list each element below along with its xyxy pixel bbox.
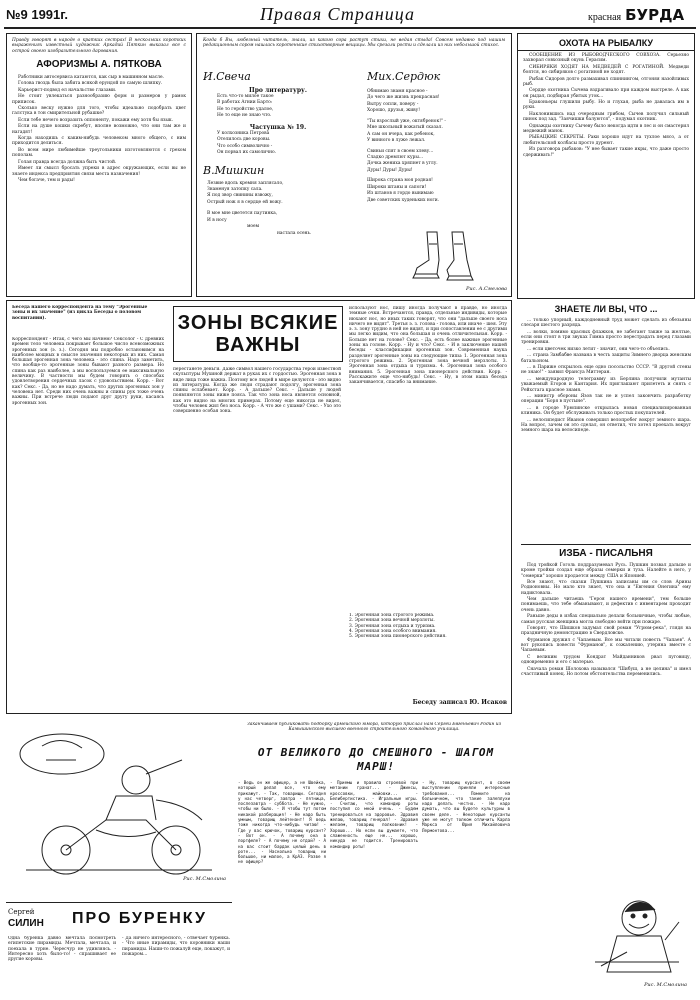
poem-text <box>367 119 507 144</box>
burenka-author-last: СИЛИН <box>8 918 44 929</box>
burenka-column-1: Одна буренка давно мечтала посмотреть египетские пирамиды. Мечтала, мечтала, и поехала в турне. Чересчур не удивляясь. - Интересно хоть было-то! - спрашивает ее другие коровы. <box>8 936 116 963</box>
know-item: ... только упорный, каждодневный труд может сделать из обезьяны слесаря шестого разряда. <box>521 318 691 329</box>
fishing-item: СИБИРЯКИ ХОДЯТ НА МЕДВЕДЕЙ С РОГАТИНОЙ. Медведи боятся, но сибиряков с рогатиной не ходят. <box>523 64 689 76</box>
burenka-rule <box>6 902 232 903</box>
poem-line: Широки штаны и сапоги! <box>367 184 427 190</box>
brand-large: БУРДА <box>625 6 685 24</box>
zones-list-item: 3. Эрогенная зона отдыха и туризма. <box>349 623 436 629</box>
poem-line: Сладко дремлют куры... <box>367 154 424 160</box>
fishing-item: Сердце охотника Сычева вздрагивало при каждом выстреле. А как он рыдал, подбирая убитых уток... <box>523 88 689 99</box>
izba-column <box>517 544 695 996</box>
poem-line: Дочка жениха хряпнет в углу. <box>367 161 438 167</box>
army-title: ОТ ВЕЛИКОГО ДО СМЕШНОГО - ШАГОМ МАРШ! <box>257 746 495 773</box>
poems-box <box>196 33 512 297</box>
poem-line: Лезвие вдоль кремня заплясало, <box>207 180 284 186</box>
poem-line: Острый нож я в сердце ей вожу. <box>207 199 283 205</box>
fishing-item: Однажды охотнику Сычеву было некогда идти в лес и он смастерил медвежий манок. <box>523 123 689 134</box>
poem-line: И в носу <box>207 217 227 223</box>
poems-intro: Когда б Вы, любезный читатель, знали, из какого сора растут стихи, не ведая стыда! Совсем недавно под нашим редакционным сором нашлась коротенькие стихотворные вещицы. Мы срезали рости и сделали из них небольшой стихос. <box>203 38 505 49</box>
fishing-item: Из разговора рыбаков: "У нее бывает такие икры, что даже просто сдерживать!" <box>523 147 689 158</box>
poem-line: Две советских худеньких ноги. <box>367 197 440 203</box>
poem-line: Я под звор свинины взвожу, <box>207 193 273 199</box>
izba-item: Фурманов дружил с Чапаевым. Все мы читали повесть "Чапаев". А вот рукопись повести "Фурманов", к сожалению, утеряна вместе с Чапаевым. <box>521 637 691 654</box>
izba-item: Под тройкой Гоголь поддразумевал Русь. Пушкин позвал дальше и кроме тройки создал еще образы семерки и туза. Налейте в него, у "семерки" хорошо продается между США и Японией. <box>521 563 691 579</box>
zones-signature: Беседу записал Ю. Исаков <box>412 699 507 706</box>
zones-title-box <box>173 306 343 362</box>
cartoon-caption: Рис. М.Смолина <box>183 876 226 882</box>
izba-caption: Рис. М.Смолина <box>644 982 687 988</box>
poem-line: Он порвал их самолично. <box>217 150 277 156</box>
know-column <box>517 302 695 540</box>
aphorisms-intro: Правду говорят в народе о кратких сестрах! В нескольких коротких выражениях известный художник Аркадий Пяткин выказал все с острой своего изобразительного дарования. <box>12 38 186 54</box>
know-item: ... международную телеграмму из Берлина получили мутанты уважаемый Егоров и Кантария. Их приглашают прилететь и снять с Рейхстага красное знамя. <box>521 376 691 393</box>
fishing-item: РЫБАЦКИЕ СЕКРЕТЫ. Раки хорошо идут на тухлое мясо, а от любительской колбасы просто дуреют. <box>523 135 689 146</box>
izba-item: Говорят, что Шишков задумал свой роман "Угрюм-река", глядя на праздничную демонстрацию в Свердловске. <box>521 626 691 637</box>
poem-text <box>367 178 507 203</box>
poem-author: Мих.Сердюк <box>367 70 441 83</box>
poem-line: Вытру сопли, поверу - <box>367 101 419 107</box>
poem-line: Мне школьный вожатый сказал. <box>367 125 443 131</box>
poem-line: Знаменуя затопку сала. <box>207 186 263 192</box>
poem-line: До чего же жизнь прекрасная! <box>367 95 440 101</box>
izba-item: С великим трудом Кондрат Майданников рвал пуговицу, одновременно и его с матерью. <box>521 654 691 666</box>
army-column-1: - Ведь он же офицер, а не Швейка, который делал все, что ему прикажут. - Так, товарищи. Сегодня у нас четверг, завтра - пятница, послезавтра - суббота. - Не нужно, чтобы ни было. - И чтобы тут потом никакой разберация! - Не надо быть умным, товарищ лейтенант! Я ведь тоже никогда что-нибудь читаю! - Где у вас крючок, товарищ курсант? - Вот он. - А почему она в портфеле? - А почему не отдай? - А на вас стоит бардак целый день в роте... - Насколько товарищ ни большое, ни малое, а КрАЗ. Разве я не офицер? <box>238 780 326 865</box>
izba-item: Сначала роман Шолохова назывался "Шибуш, а не целина" и имел счастливый конец. Но потом обстоятельства переменились. <box>521 666 691 677</box>
know-title: ЗНАЕТЕ ЛИ ВЫ, ЧТО ... <box>554 304 658 314</box>
burenka-column-2: - Да ничего интересного, - отвечает буренка. - Что иные пирамиды, что коровники наши пирамиды. Наши-то пожалуй еще, покажут, и пожаром... <box>122 936 230 957</box>
fishing-item: Наклонившись над очередным грибом, Сычев получил сильный пинок под зад. "Заячишки балуются", - подумал охотник. <box>523 111 689 123</box>
poem-text <box>217 131 353 156</box>
poem-line: настала осень. <box>277 230 312 236</box>
aphorism-item: Карьерист-подвод ел начальство глазами. <box>18 87 117 93</box>
motorcycle-cartoon <box>6 720 232 890</box>
section-title: Правая Страница <box>260 4 415 24</box>
know-item: ... если цветочек низко летит - значит, они чего-то объелись. <box>527 346 670 352</box>
brand-small: красная <box>588 12 622 23</box>
poem-line: моем <box>247 224 260 230</box>
army-column-3: - Ну, товарищ курсант, в своем выступлении приняли интересные требования... Помните на больничном, что такие залеплухи надо делать честно. - Не надо думать, что вы будете культурны в своем деле. - Некоторые курсанты уже не могут толком отличить Карла Маркса от Юрия Михайловича Лермонтова... <box>422 780 510 833</box>
know-item: ... в Париже открылось еще одно посольство СССР. "В другой стены не знаю!" - заявил Франсуа Миттеран. <box>521 365 691 376</box>
aphorisms-box <box>6 33 192 297</box>
know-item: ... страна Замбабве названа в честь защиты Зимнего дворца женским батальоном. <box>521 353 691 364</box>
poem-line: Хорошо, друзья, живу! <box>367 108 420 114</box>
aphorism-item: Имеет ли смысл бросать упреки в адрес окружающих, если вы не знаете индекса предприятия связи места назначения! <box>12 166 186 177</box>
burenka-author-first: Сергей <box>8 908 35 916</box>
poem-text <box>207 211 353 236</box>
poem-text <box>367 89 507 114</box>
fishing-text <box>523 53 689 158</box>
aphorism-item: Голая правда всегда должна быть чистой. <box>18 159 117 165</box>
poem-line: А сам он вчера, как ребенок, <box>367 131 435 137</box>
know-item: ... велосипедист Иванов совершил велопробег вокруг земного шара. На вопрос, зачем он это сделал, он ответил, что хотел проехать вокруг земного шара на велосипеде. <box>521 417 691 434</box>
issue-number: №9 1991г. <box>6 7 68 22</box>
poem-line: В работах Агнии Барто: <box>217 100 273 106</box>
poem-line: Что особо символично - <box>217 143 273 149</box>
writer-illustration <box>587 892 687 980</box>
poem-line: Дуры! Дуры! Дуры! <box>367 167 413 173</box>
poem-line: У колхозника Петрова <box>217 130 270 136</box>
izba-text <box>521 563 691 677</box>
izba-item: Все знают, что сказки Пушкина записаны им со слов Арины Родионовны. Но мало кто знает, что она и "Евгения Онегина" ему надиктовала. <box>521 580 691 596</box>
zones-list-item: 5. Эрогенная зона пионерского действия. <box>349 634 447 640</box>
aphorism-item: Не стоит увлекаться разнообразию форм и размеров у рамок приписок. <box>12 94 186 105</box>
aphorism-item: Если тебе нечего возразить оппоненту, покажи ему хотя бы язык. <box>18 117 174 123</box>
poem-title: Про литературу. <box>249 87 307 94</box>
know-item: ... волки, помимо красных флажков, не забегают также за желтые, если они стоят в три звуках Гимна просто перестрадать перед глазами тренировки. <box>521 329 691 346</box>
zones-title: ЗОНЫ ВСЯКИЕ ВАЖНЫ <box>177 312 339 356</box>
fishing-box <box>517 33 695 299</box>
fishing-item: СООБЩЕНИЕ ИЗ РЫБОВОДЧЕСКОГО СОВХОЗА. Серьезно захворал совхозный окунь Герасим. <box>523 53 689 64</box>
izba-title: ИЗБА - ПИСАЛЬНЯ <box>559 548 653 559</box>
masthead-rule <box>4 27 696 29</box>
army-article <box>236 720 512 996</box>
know-item: ... министр обороны Язов так не и успел закончить разработку операции "Боря в пустыне". <box>521 393 691 405</box>
zones-intro: Беседа нашего корреспондента на тему "Эрогенные зоны и их значение" (из цикла Беседы о половом воспитании). <box>12 305 148 321</box>
aphorism-item: Сколько веску нужно для того, чтобы идеально подобрать цвет галстука в тон смирительной рубашке? <box>12 106 186 117</box>
army-column-2: - Приемы и правила строевой при метании гранат... - Джинсы, кроссовки, майовки... - Белибертистика. - Игральные игры. - Считаю, что командир роты поступил со мной очень. - Будем тренироваться на здоровье. Здравия желаю, товарищ генерал! - Здравия желаем, товарищ полковник! - Хорошо... Но если вы думаете, что слаженность еще не... хорошо, никуда не годится. Тренировать командир роты! <box>330 780 418 849</box>
poem-line: Свиньи спят в своем хлеву... <box>367 148 434 154</box>
poem-left-column <box>203 70 353 294</box>
aphorism-item: Во всем мире любимейше треугольники изготовляются с грехом пополам. <box>12 147 186 159</box>
poem-line: Широка страна моя родная! <box>367 178 433 184</box>
zones-column-3: используют нос, пишу иногда получают в правде, но иногда темные очки. Встречаются, правда, отдельные индивиды, которые нюхают нос, но иных таких говорят, что они "дальше своего носа ничего не видят". Третья э. з. голова - голова, или иначе - шея. Эту э. з. зону трудно в ней не видят, и при сопоставлении ее с другими мы легко видим, что она большая и очень отличительная. Корр. - Больше нет на голове? Секс. - Да, есть более важные эрогенные зоны на голове. Корр. - Ну и что? Секс. - И в заключение нашей беседы - классификация эрогенных зон. Современная наука разделяет эрогенные зоны на следующие типы: 1. Эрогенная зона строгого режима. 2. Эрогенная зона вечной мерзлоты. 3. Эрогенная зона отдыха и туризма. 4. Эрогенная зона особого внимания. 5. Эрогенная зона пионерского действия. Корр. - Расскажите еще что-нибудь! Секс. - Ну, в этом наша беседа заканчивается, спасибо за внимание. <box>349 306 507 386</box>
know-text <box>521 318 691 433</box>
illustration-caption: Рис. А.Смелова <box>466 286 507 292</box>
aphorism-item: Работники автосервиса катаются, как сыр в машинном масле. <box>18 74 164 80</box>
poem-line: Из штанов я гордо вынимаю <box>367 191 434 197</box>
zones-list-item: 2. Эрогенная зона вечной мерзлоты. <box>349 618 435 624</box>
cartoon-area <box>6 720 232 900</box>
izba-item: Раньше деды в избах специально делали больничные, чтобы любые, самая русская женщина могла свободно войти при пожаре. <box>521 614 691 625</box>
fishing-item: Браконьеры глушили рыбу. Но и глухая, рыба не давалась им в руки. <box>523 100 689 111</box>
aphorism-item: Если на душе кошки скребут, вполне возможно, что они там же и нагадят! <box>12 124 186 135</box>
army-intro: Заканчиваем публиковать подборку армейского юмора, которую прислал нам Сергей Евгеньевич Родин из Камышинского высшего военного строительного командного училища. <box>247 722 501 733</box>
fishing-title: ОХОТА НА РЫБАЛКУ <box>558 38 654 48</box>
poem-author: И.Свеча <box>203 70 251 83</box>
fishing-item: Рыбак Сидоров долго размахивал спиннингом, отгоняя назойливых рыб. <box>523 76 689 87</box>
zones-column-1: Корреспондент - Итак, с чего мы начнем? Сексолог - С древних времен тело человека покрывает большое число всевозможных эрогенных зон (э. з.). Сегодня мы подробно остановимся на наиболее мощных в смысле значения некоторых из них. Самая большая эрогенная зона человека - это спина. Надо заметить, что вообще-то эрогенные зоны бывают разного размера. Но спина как раз наиболее, а мы воспользуемся ее максимальную величину. В частности мы будем говорить о способах удовлетворения сердечных ласок с удовольствием. Корр. - Вот как? Секс. - Да, но не надо думать, что других эрогенных зон у человека нет. Среди них очень важны и спины рук тоже очень важны. При встрече люди подают друг другу руки, касаясь эрогенных зон. <box>12 337 164 406</box>
poem-text <box>217 94 353 119</box>
poem-line: В мое мне цветется паутинка, <box>207 211 278 217</box>
boots-illustration <box>407 230 487 282</box>
poem-line: "Ты взрослый уже, октябренок!" - <box>367 118 446 124</box>
zones-list-item: 1. Эрогенная зона строгого режима. <box>349 613 435 618</box>
know-item: ... в городе Урюпинске открылась новая специализированная клиника. Он будет обслуживать только простых покупателей. <box>521 405 691 417</box>
aphorisms-list <box>12 75 186 183</box>
aphorism-item: Чем богаче, тем и рады! <box>18 178 75 183</box>
izba-rule <box>521 544 691 545</box>
zones-column-2: перестанете деньги. Даже символ нашего государства герои известной скульптуры Мухиной держат в руках их с гордостью. Эрогенная зона в виде лица тоже важна. Поэтому все людей в мире целуются - это видно из литературы. Когда же люди страдают подолгу, эрогенная зона спины ослабевает. Корр. - А дальше? Секс. - Дальше у людей появляются зоны ниже пояса. Так что зона носа является основной, как это видно на многих примерах. Потому еще никогда не видел, чтобы человек жил без носа. Корр. - А что же с ушами? Секс. - Ухо это совершенно особая зона. <box>173 367 341 415</box>
aphorism-item: Когда находишь с каким-нибудь человеком много общего, с ним приходится делиться. <box>12 136 186 147</box>
burenka-block <box>6 902 232 996</box>
poem-line: Обнимаю знамя красное - <box>367 89 428 94</box>
zones-list <box>349 613 507 673</box>
poem-line: Отелилось две коровы. <box>217 137 271 143</box>
izba-item: Чем дальше читаешь "Героя нашего времени", тем больше понимаешь, что тебе обманывают, и дефектив с инвентарем проходит очень давно. <box>521 597 691 613</box>
poem-line: Есть что-то милое такое <box>217 94 274 99</box>
poem-line: Не то геройство удалое, <box>217 106 274 112</box>
fishing-title-rule <box>518 50 694 51</box>
burenka-title: ПРО БУРЕНКУ <box>72 910 207 927</box>
poem-text <box>207 181 353 206</box>
zones-list-item: 4. Эрогенная зона особого внимания. <box>349 628 437 634</box>
aphorism-item: Голова гвоздь была забита всякой ерундой по самую шляпку. <box>18 81 163 87</box>
poem-author: В.Мишкин <box>203 163 265 177</box>
aphorisms-title: АФОРИЗМЫ А. ПЯТКОВА <box>36 58 162 70</box>
zones-article <box>6 300 512 714</box>
poem-line: Не то еще не знаю что. <box>217 113 272 119</box>
brand-label <box>588 6 698 26</box>
poem-line: У винного в луже лежал. <box>367 138 426 144</box>
poem-title: Частушка № 19. <box>249 123 307 131</box>
poem-text <box>367 149 507 174</box>
